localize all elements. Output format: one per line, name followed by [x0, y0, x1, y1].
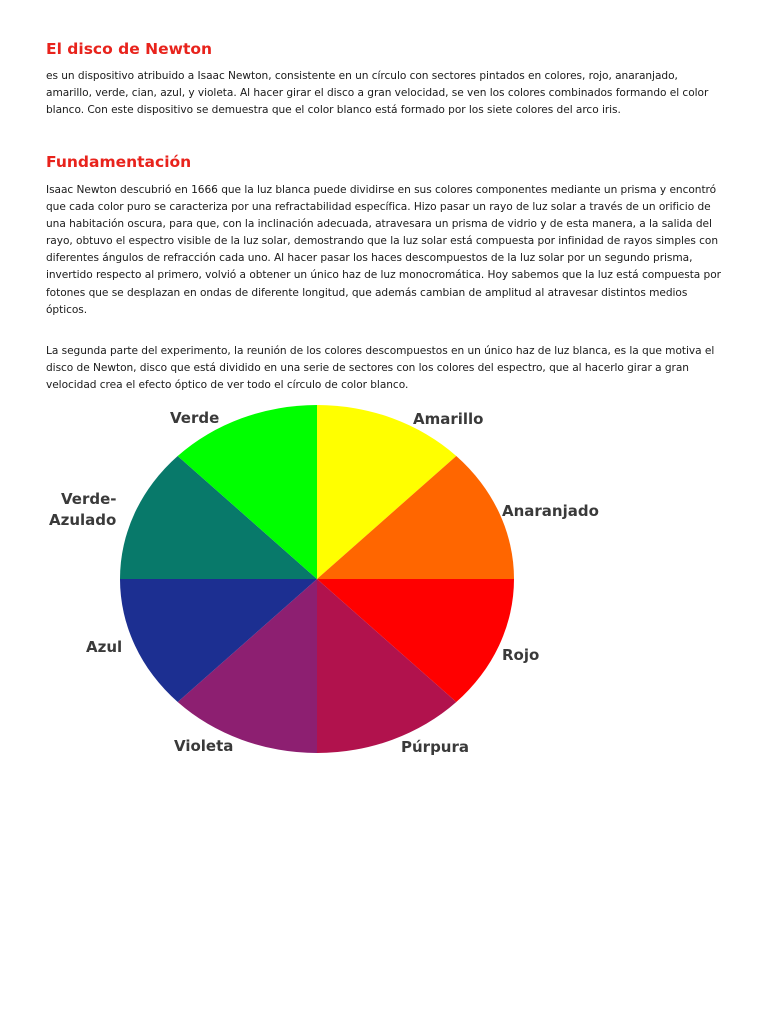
label-verde-azulado-2: Azulado	[49, 511, 117, 529]
color-wheel-svg	[46, 398, 618, 762]
color-wheel-figure	[46, 398, 618, 762]
label-amarillo: Amarillo	[413, 410, 484, 428]
label-anaranjado: Anaranjado	[502, 502, 599, 520]
section-title-fundamentacion: Fundamentación	[46, 153, 192, 171]
fundamentacion-paragraph: Isaac Newton descubrió en 1666 que la luz blanca puede dividirse en sus colores componentes mediante un prisma y encontró que cada color puro se caracteriza por una refractabilidad específica. Hizo pasar un rayo de luz solar a través de un orificio de una habitación oscura, para que, con la inclinación adecuada, atravesara un prisma de vidrio y de esta manera, a la salida del rayo, obtuvo el espectro visible de la luz solar, demostrando que la luz solar está compuesta por infinidad de rayos simples con diferentes ángulos de refracción cada uno. Al hacer pasar los haces descompuestos de la luz solar por un segundo prisma, invertido respecto al primero, volvió a obtener un único haz de luz monocromática. Hoy sabemos que la luz está compuesta por fotones que se desplazan en ondas de diferente longitud, que además cambian de amplitud al atravesar distintos medios ópticos.	[46, 184, 721, 316]
section-title-newton-disc: El disco de Newton	[46, 40, 213, 58]
label-verde-azulado-1: Verde-	[61, 490, 117, 508]
experiment-paragraph: La segunda parte del experimento, la reunión de los colores descompuestos en un único haz de luz blanca, es la que motiva el disco de Newton, disco que está dividido en una serie de sectores con los colores del espectro, que al hacerlo girar a gran velocidad crea el efecto óptico de ver todo el círculo de color blanco.	[46, 345, 715, 392]
intro-paragraph: es un dispositivo atribuido a Isaac Newton, consistente en un círculo con sectores pintados en colores, rojo, anaranjado, amarillo, verde, cian, azul, y violeta. Al hacer girar el disco a gran velocidad, se ven los colores combinados formando el color blanco. Con este dispositivo se demuestra que el color blanco está formado por los siete colores del arco iris.	[46, 70, 709, 117]
label-azul: Azul	[86, 638, 123, 656]
color-wheel	[120, 405, 514, 753]
label-purpura: Púrpura	[401, 738, 470, 756]
label-rojo: Rojo	[502, 646, 540, 664]
label-violeta: Violeta	[174, 737, 234, 755]
label-verde: Verde	[170, 409, 220, 427]
